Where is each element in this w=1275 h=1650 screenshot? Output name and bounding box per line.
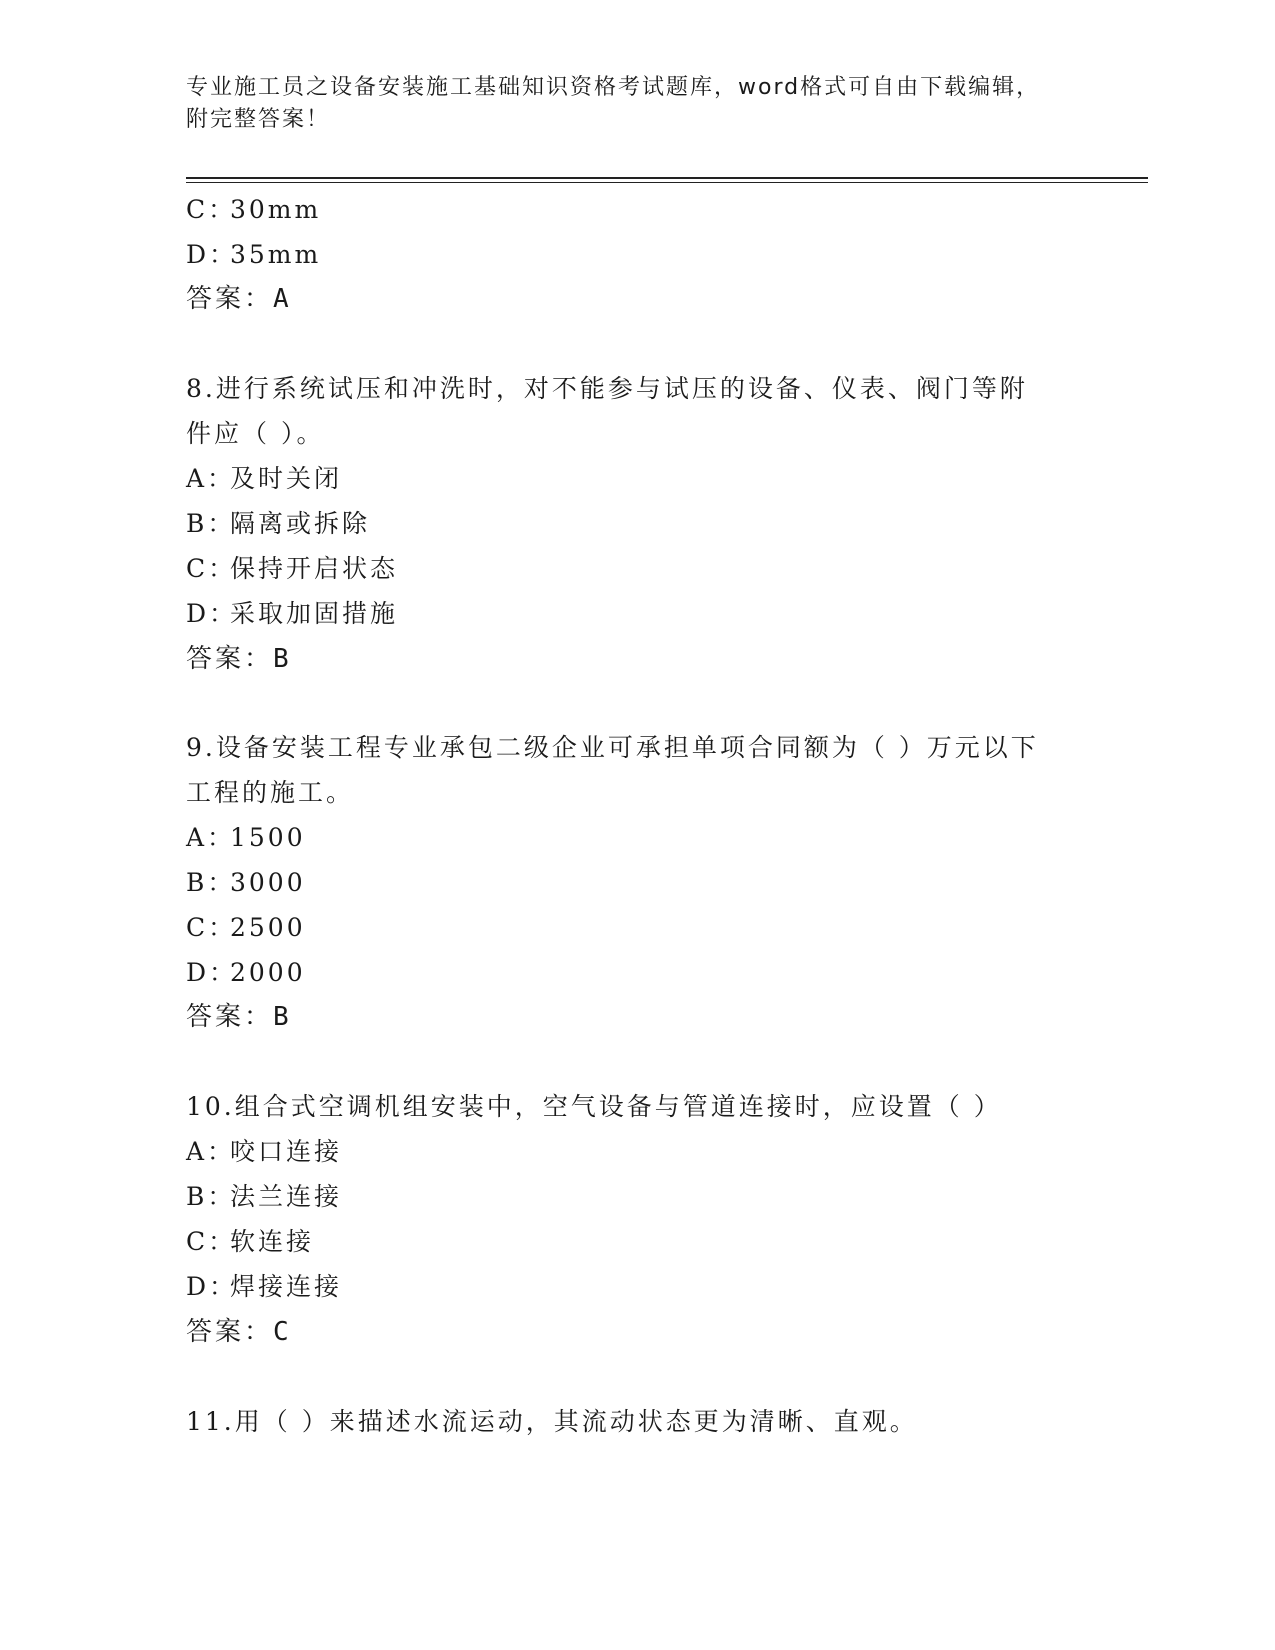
header-title-line-2: 附完整答案！ — [186, 107, 331, 132]
question-10-option-c — [186, 1226, 314, 1258]
question-11-stem-line-1: 11.用（ ）来描述水流运动，其流动状态更为清晰、直观。 — [186, 1407, 918, 1436]
option-text: 咬口连接 — [230, 1137, 343, 1166]
answer-label: 答案： — [186, 1002, 274, 1032]
question-10-option-b — [186, 1181, 342, 1213]
option-label: B： — [186, 868, 236, 897]
question-8-option-d — [186, 598, 398, 630]
option-c — [186, 194, 321, 226]
answer-value: C — [273, 1317, 289, 1347]
option-label: C： — [186, 1227, 237, 1256]
option-label: D： — [186, 240, 238, 269]
option-text: 及时关闭 — [230, 464, 343, 493]
question-8-option-c — [186, 553, 398, 585]
option-label: D： — [186, 958, 238, 987]
question-10-answer — [186, 1316, 289, 1348]
option-label: D： — [186, 1272, 238, 1301]
option-label: D： — [186, 599, 238, 628]
question-9-option-d — [186, 957, 306, 989]
option-label: B： — [186, 509, 236, 538]
header-title-line-1: 专业施工员之设备安装施工基础知识资格考试题库，word格式可自由下载编辑， — [186, 75, 1041, 100]
question-8-answer — [186, 643, 289, 675]
answer-label: 答案： — [186, 644, 274, 674]
question-9-option-b — [186, 867, 306, 899]
option-label: B： — [186, 1182, 236, 1211]
answer-label: 答案： — [186, 1317, 274, 1347]
option-text: 3000 — [230, 868, 306, 897]
option-text: 35mm — [230, 240, 322, 269]
answer-value: B — [273, 1002, 289, 1032]
question-9-stem-line-2: 工程的施工。 — [186, 778, 355, 807]
question-10-option-d — [186, 1271, 342, 1303]
question-10-stem-line-1: 10.组合式空调机组安装中，空气设备与管道连接时，应设置（ ） — [186, 1092, 1002, 1121]
option-label: A： — [186, 464, 236, 493]
question-10-option-a — [186, 1136, 342, 1168]
header-divider-thin — [186, 182, 1148, 183]
option-text: 采取加固措施 — [230, 599, 399, 628]
option-text: 1500 — [230, 823, 306, 852]
question-8-stem-line-2: 件应（ ）。 — [186, 419, 325, 448]
option-label: A： — [186, 823, 236, 852]
option-label: C： — [186, 195, 237, 224]
answer-value: A — [273, 284, 289, 314]
option-text: 30mm — [230, 195, 322, 224]
option-label: C： — [186, 554, 237, 583]
header-divider-thick — [186, 177, 1148, 179]
option-text: 软连接 — [230, 1227, 315, 1256]
option-text: 隔离或拆除 — [230, 509, 371, 538]
answer-label: 答案： — [186, 284, 274, 314]
option-text: 保持开启状态 — [230, 554, 399, 583]
option-text: 焊接连接 — [230, 1272, 343, 1301]
option-label: C： — [186, 913, 237, 942]
document-header — [186, 72, 1066, 136]
option-label: A： — [186, 1137, 236, 1166]
question-8-stem-line-1: 8.进行系统试压和冲洗时，对不能参与试压的设备、仪表、阀门等附 — [186, 374, 1028, 403]
option-text: 法兰连接 — [230, 1182, 343, 1211]
question-9-option-c — [186, 912, 306, 944]
question-8-option-b — [186, 508, 370, 540]
question-9-stem-line-1: 9.设备安装工程专业承包二级企业可承担单项合同额为（ ）万元以下 — [186, 733, 1039, 762]
option-d — [186, 239, 321, 271]
question-9-answer — [186, 1001, 289, 1033]
question-9-option-a — [186, 822, 306, 854]
option-text: 2000 — [230, 958, 306, 987]
question-8-option-a — [186, 463, 342, 495]
answer-value: B — [273, 644, 289, 674]
option-text: 2500 — [230, 913, 306, 942]
answer-line — [186, 283, 289, 315]
